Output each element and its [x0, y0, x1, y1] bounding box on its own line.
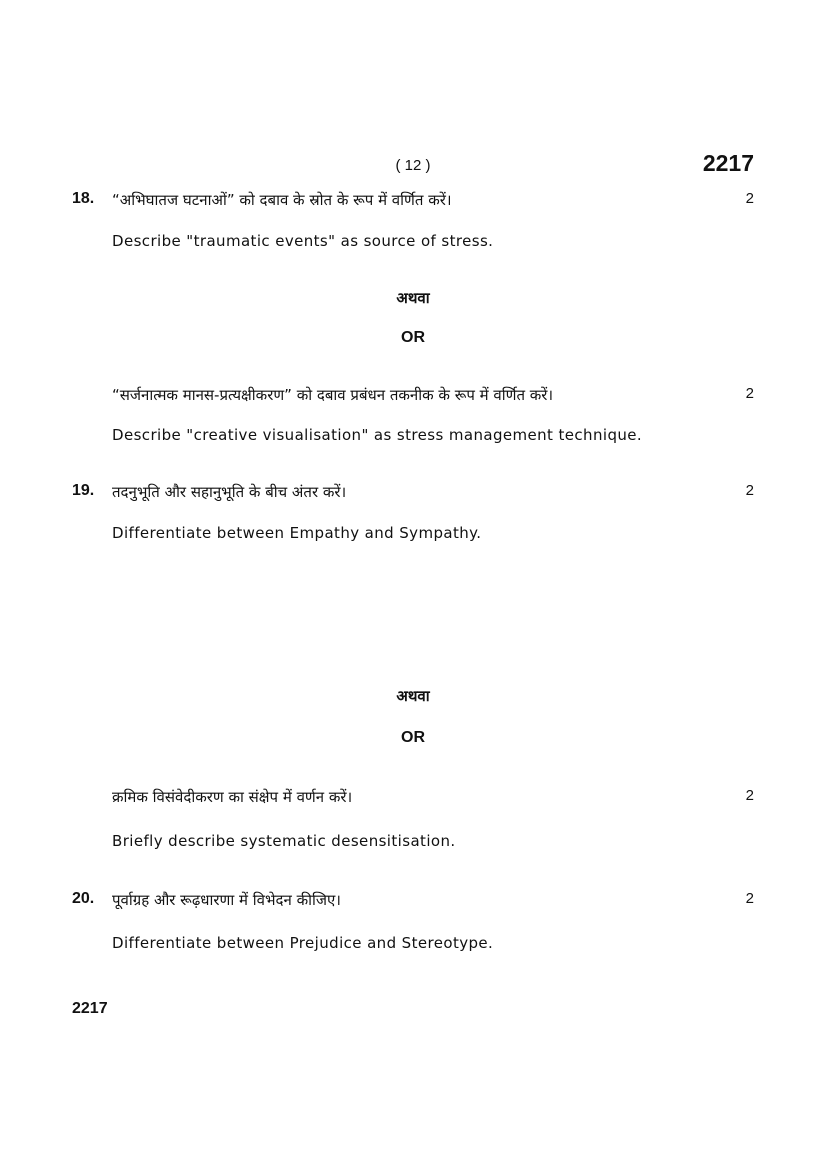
or-label-english: OR [401, 729, 425, 746]
alternative-question-marks: 2 [745, 787, 754, 804]
alternative-question-text-hindi: क्रमिक विसंवेदीकरण का संक्षेप में वर्णन करें। [112, 788, 353, 806]
page-number: ( 12 ) [395, 157, 431, 174]
question-number: 20. [72, 890, 95, 907]
alternative-question-text-hindi: “सर्जनात्मक मानस-प्रत्यक्षीकरण” को दबाव प्रबंधन तकनीक के रूप में वर्णित करें। [112, 386, 554, 404]
paper-code-footer: 2217 [72, 1000, 108, 1017]
question-text-hindi: “अभिघातज घटनाओं” को दबाव के स्रोत के रूप में वर्णित करें। [112, 191, 452, 209]
question-marks: 2 [745, 890, 754, 907]
question-text-english: Differentiate between Prejudice and Stereotype. [112, 934, 494, 952]
question-marks: 2 [745, 482, 754, 499]
question-text-english: Differentiate between Empathy and Sympathy. [112, 524, 482, 542]
question-marks: 2 [745, 190, 754, 207]
question-number: 19. [72, 482, 95, 499]
alternative-question-marks: 2 [745, 385, 754, 402]
or-label-hindi: अथवा [396, 687, 430, 705]
question-text-english: Describe "traumatic events" as source of stress. [112, 232, 494, 250]
alternative-question-text-english: Describe "creative visualisation" as stress management technique. [112, 426, 643, 444]
or-label-english: OR [401, 329, 425, 346]
question-text-hindi: पूर्वाग्रह और रूढ़धारणा में विभेदन कीजिए। [112, 891, 341, 909]
paper-code-header: 2217 [702, 150, 754, 176]
question-number: 18. [72, 190, 95, 207]
question-text-hindi: तदनुभूति और सहानुभूति के बीच अंतर करें। [112, 483, 347, 501]
alternative-question-text-english: Briefly describe systematic desensitisation. [112, 832, 456, 850]
or-label-hindi: अथवा [396, 289, 430, 307]
